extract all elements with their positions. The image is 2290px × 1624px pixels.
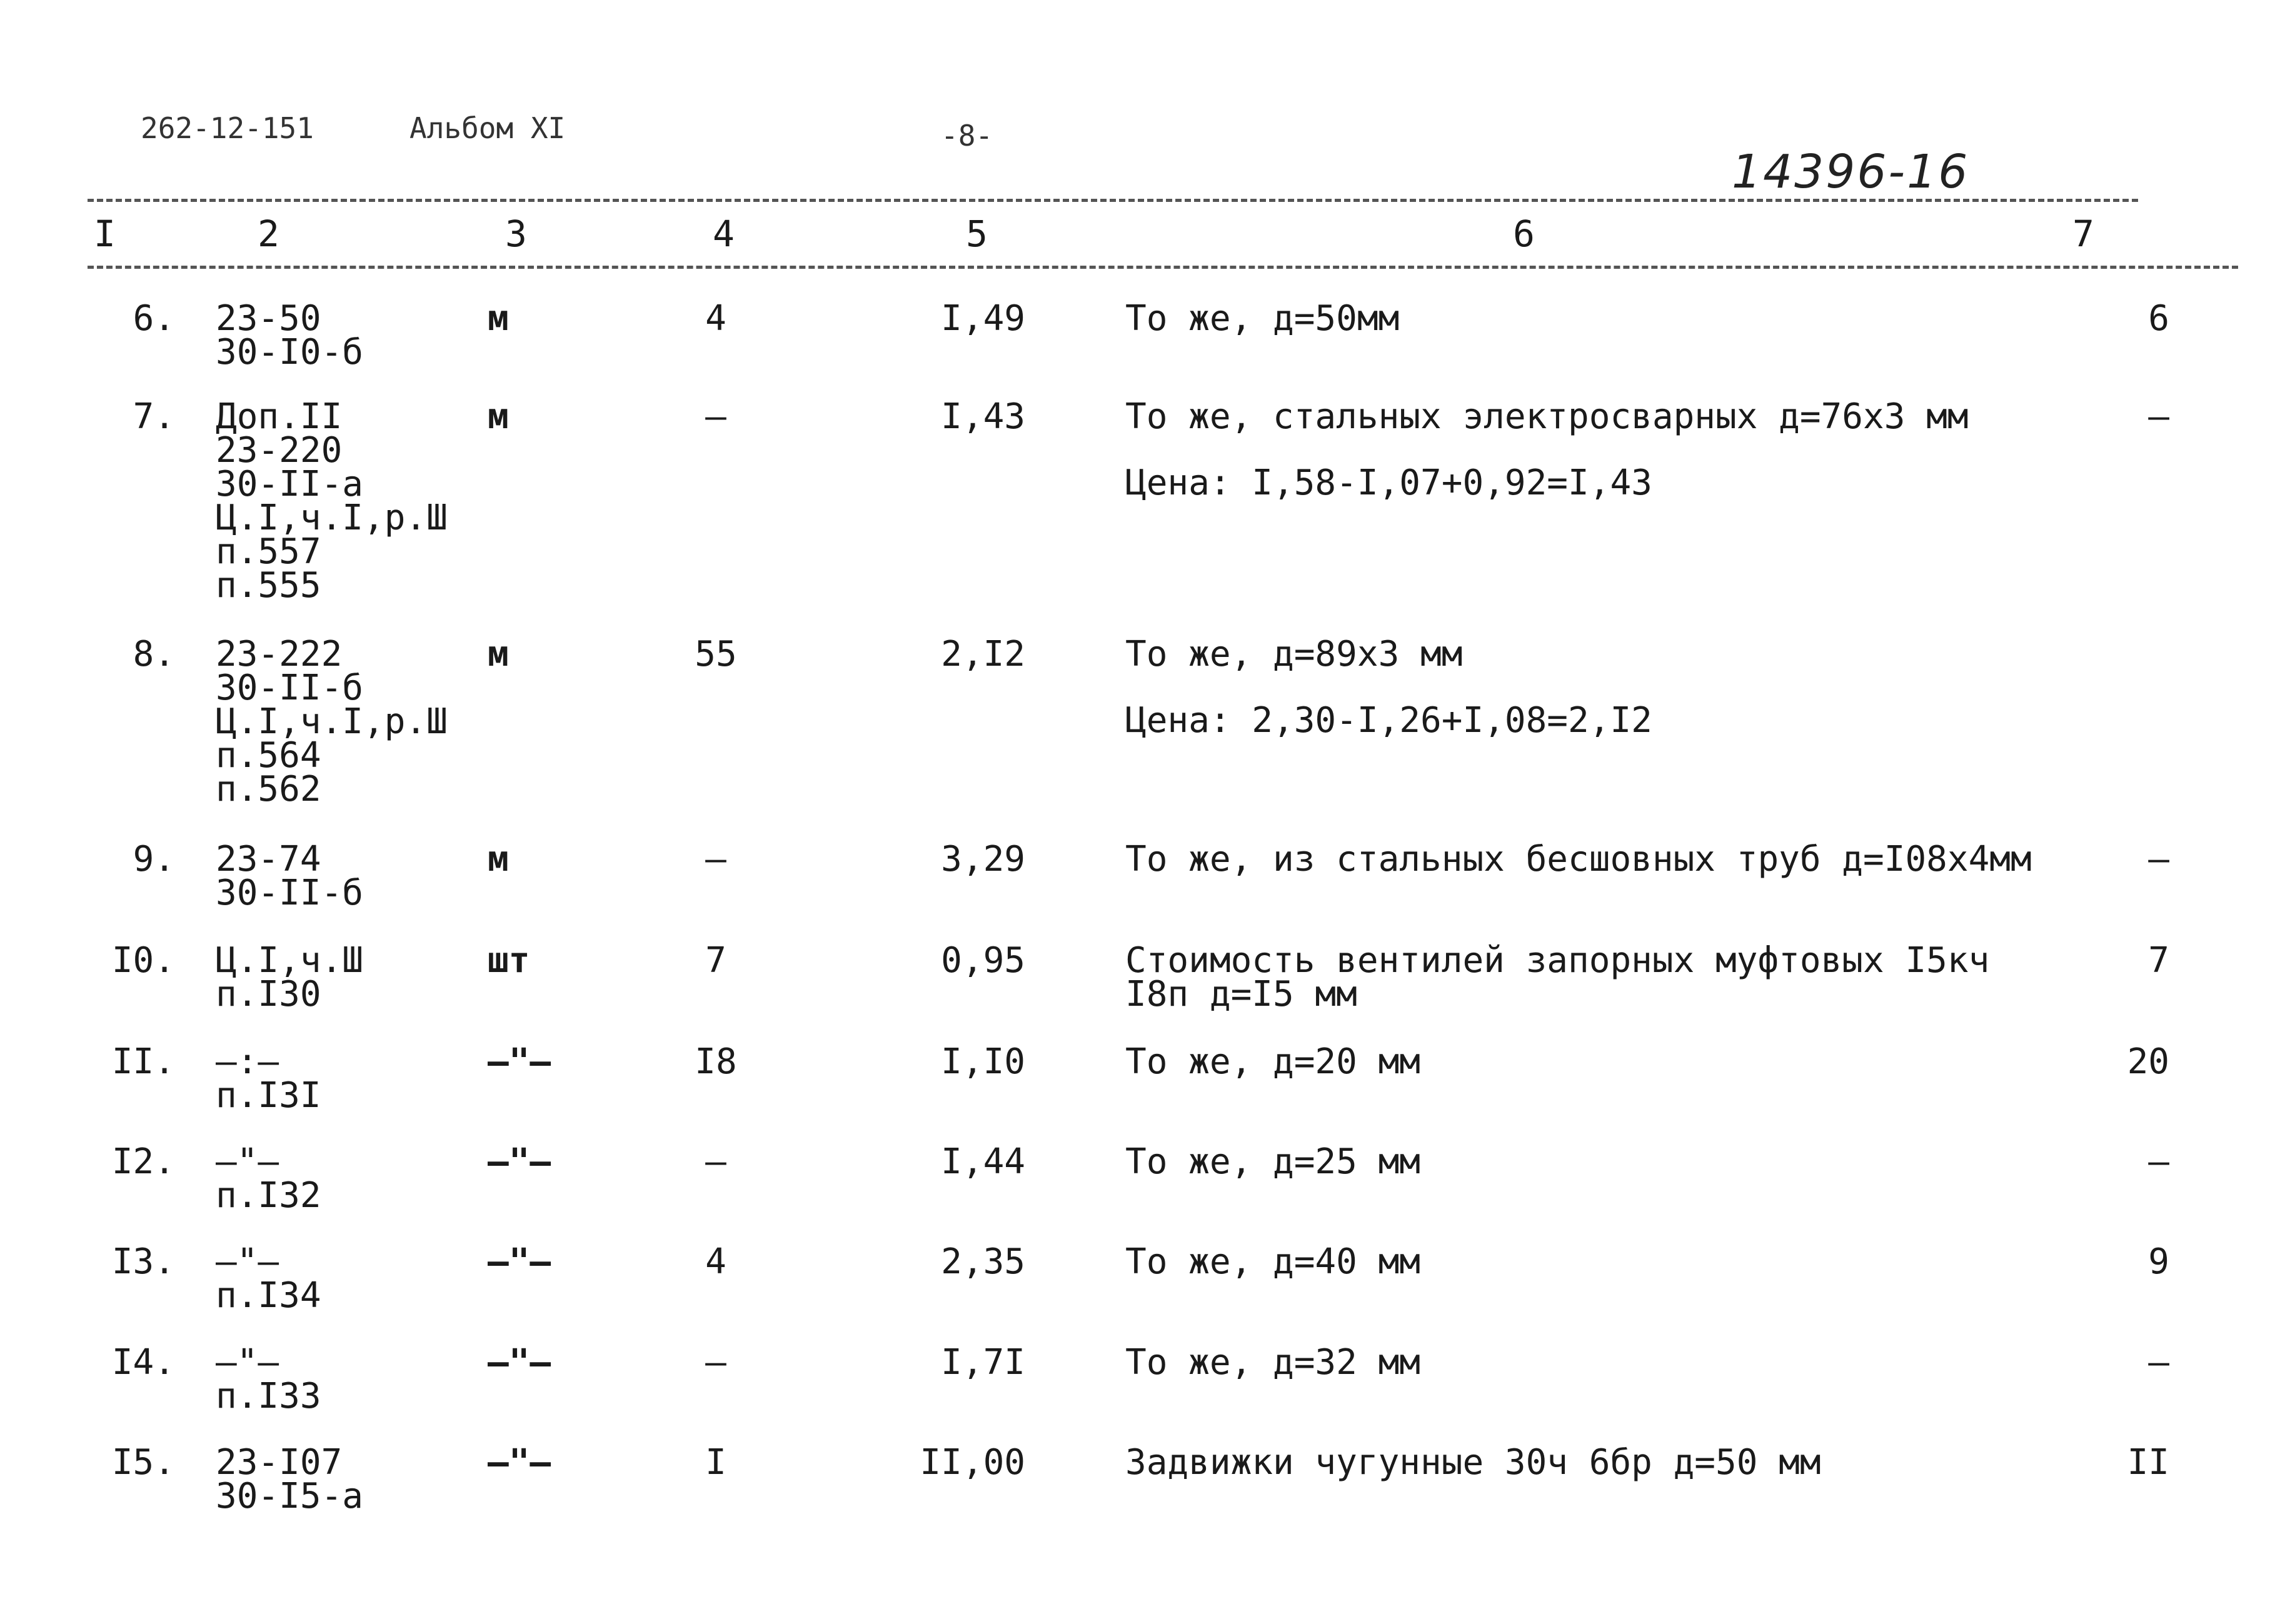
row-col7: 9: [2148, 1241, 2169, 1282]
row-description: Стоимость вентилей запорных муфтовых I5кч I8п д=I5 мм: [1125, 940, 1990, 1015]
col-header-2: 2: [258, 213, 279, 255]
row-quantity: I8: [695, 1041, 737, 1082]
row-code: 23-74 30-II-б: [216, 839, 364, 913]
row-col7: 6: [2148, 298, 2169, 339]
row-price: II,00: [920, 1442, 1025, 1483]
row-code: –"– п.I32: [216, 1141, 321, 1216]
row-unit: –"–: [488, 1141, 551, 1182]
row-code: 23-50 30-I0-б: [216, 298, 364, 373]
row-description: То же, д=20 мм: [1125, 1041, 1421, 1082]
col-header-5: 5: [966, 213, 988, 255]
row-description: То же, д=40 мм: [1125, 1241, 1421, 1282]
album-label: Альбом XI: [409, 111, 566, 145]
row-quantity: –: [705, 839, 726, 880]
row-quantity: –: [705, 1342, 726, 1383]
row-price: 3,29: [941, 839, 1025, 880]
row-col7: II: [2127, 1442, 2169, 1483]
row-code: –"– п.I33: [216, 1342, 321, 1416]
row-price: I,43: [941, 396, 1025, 437]
header-top-rule: [88, 199, 2138, 202]
col-header-6: 6: [1513, 213, 1535, 255]
row-col7: –: [2148, 1141, 2169, 1182]
row-col7: –: [2148, 839, 2169, 880]
row-number: 9.: [133, 839, 175, 880]
row-number: 7.: [133, 396, 175, 437]
row-code: Доп.II 23-220 30-II-а Ц.I,ч.I,р.Ш п.557 п.555: [216, 396, 448, 606]
row-price: 2,35: [941, 1241, 1025, 1282]
row-quantity: 4: [705, 298, 726, 339]
row-quantity: I: [705, 1442, 726, 1483]
row-price: 2,I2: [941, 634, 1025, 674]
row-unit: м: [488, 298, 509, 339]
row-quantity: –: [705, 396, 726, 437]
row-unit: –"–: [488, 1342, 551, 1383]
row-quantity: 7: [705, 940, 726, 981]
page-number: -8-: [941, 119, 993, 153]
row-number: I0.: [111, 940, 175, 981]
row-unit: м: [488, 396, 509, 437]
col-header-7: 7: [2072, 213, 2094, 255]
row-col7: –: [2148, 1342, 2169, 1383]
row-number: I3.: [111, 1241, 175, 1282]
row-number: II.: [111, 1041, 175, 1082]
row-number: 8.: [133, 634, 175, 674]
row-quantity: –: [705, 1141, 726, 1182]
row-price: I,49: [941, 298, 1025, 339]
row-col7: 20: [2127, 1041, 2169, 1082]
row-code: 23-222 30-II-б Ц.I,ч.I,р.Ш п.564 п.562: [216, 634, 448, 809]
row-unit: –"–: [488, 1241, 551, 1282]
col-header-1: I: [94, 213, 116, 255]
row-unit: м: [488, 839, 509, 880]
row-description: То же, стальных электросварных д=76х3 мм Цена: I,58-I,07+0,92=I,43: [1125, 396, 1969, 503]
row-unit: шт: [488, 940, 530, 981]
row-unit: м: [488, 634, 509, 674]
row-number: I4.: [111, 1342, 175, 1383]
row-number: I5.: [111, 1442, 175, 1483]
col-header-4: 4: [713, 213, 735, 255]
row-number: I2.: [111, 1141, 175, 1182]
row-description: То же, д=89х3 мм Цена: 2,30-I,26+I,08=2,I2: [1125, 634, 1652, 741]
row-unit: –"–: [488, 1442, 551, 1483]
col-header-3: 3: [505, 213, 527, 255]
row-description: То же, из стальных бесшовных труб д=I08х4мм: [1125, 839, 2032, 880]
row-col7: 7: [2148, 940, 2169, 981]
row-code: Ц.I,ч.Ш п.I30: [216, 940, 364, 1015]
row-price: I,44: [941, 1141, 1025, 1182]
row-price: I,I0: [941, 1041, 1025, 1082]
handwritten-number: 14396-16: [1732, 145, 1970, 199]
row-code: 23-I07 30-I5-а: [216, 1442, 364, 1516]
row-code: –:– п.I3I: [216, 1041, 321, 1116]
doc-code: 262-12-151: [141, 111, 314, 145]
header-bottom-rule: [88, 266, 2238, 269]
row-number: 6.: [133, 298, 175, 339]
row-price: I,7I: [941, 1342, 1025, 1383]
row-description: Задвижки чугунные 30ч 6бр д=50 мм: [1125, 1442, 1821, 1483]
row-unit: –"–: [488, 1041, 551, 1082]
row-description: То же, д=25 мм: [1125, 1141, 1421, 1182]
row-quantity: 55: [695, 634, 737, 674]
row-description: То же, д=32 мм: [1125, 1342, 1421, 1383]
row-quantity: 4: [705, 1241, 726, 1282]
row-col7: –: [2148, 396, 2169, 437]
row-description: То же, д=50мм: [1125, 298, 1400, 339]
row-code: –"– п.I34: [216, 1241, 321, 1316]
row-price: 0,95: [941, 940, 1025, 981]
